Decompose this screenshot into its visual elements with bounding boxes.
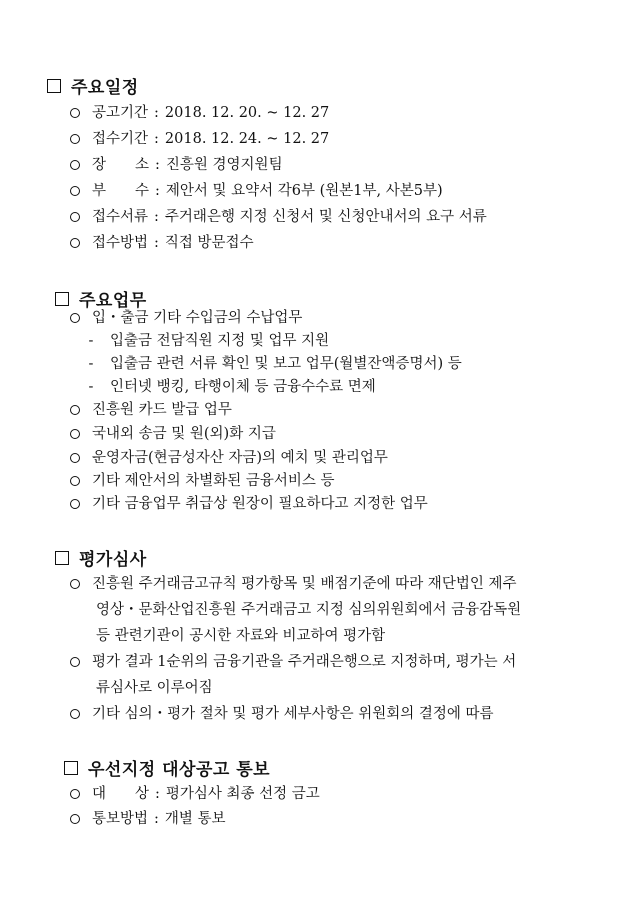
checkbox-square-icon — [64, 761, 78, 775]
evaluation-heading — [55, 545, 147, 570]
schedule-item: 부 수 : 제안서 및 요약서 각6부 (원본1부, 사본5부) — [70, 181, 443, 201]
task-subitem: - 입출금 관련 서류 확인 및 보고 업무(월별잔액증명서) 등 — [86, 354, 462, 374]
task-item: 진흥원 카드 발급 업무 — [70, 400, 232, 420]
evaluation-paragraph-continuation: 영상・문화산업진흥원 주거래금고 지정 심의위원회에서 금융감독원 — [96, 602, 522, 618]
task-item: 운영자금(현금성자산 자금)의 예치 및 관리업무 — [70, 448, 388, 468]
schedule-item: 접수서류 : 주거래은행 지정 신청서 및 신청안내서의 요구 서류 — [70, 207, 487, 227]
checkbox-square-icon — [55, 292, 69, 306]
task-subitem: - 입출금 전담직원 지정 및 업무 지원 — [86, 331, 329, 351]
circle-bullet-icon — [70, 212, 80, 222]
tasks-title: 주요업무 — [79, 291, 147, 311]
notice-item: 통보방법 : 개별 통보 — [70, 809, 226, 829]
circle-bullet-icon — [70, 186, 80, 196]
evaluation-paragraph: 평가 결과 1순위의 금융기관을 주거래은행으로 지정하며, 평가는 서 — [70, 652, 516, 672]
schedule-item: 접수방법 : 직접 방문접수 — [70, 233, 254, 253]
schedule-label: 접수기간 — [92, 131, 149, 147]
circle-bullet-icon — [70, 814, 80, 824]
schedule-label: 부 수 — [92, 183, 150, 199]
schedule-item: 공고기간 : 2018. 12. 20. ~ 12. 27 — [70, 103, 329, 123]
circle-bullet-icon — [70, 709, 80, 719]
schedule-value: 2018. 12. 24. ~ 12. 27 — [164, 131, 330, 147]
notice-label: 통보방법 — [92, 811, 149, 827]
schedule-heading — [47, 73, 139, 98]
circle-bullet-icon — [70, 108, 80, 118]
notice-value: 평가심사 최종 선정 금고 — [165, 786, 320, 802]
notice-title: 우선지정 대상공고 통보 — [88, 760, 271, 780]
evaluation-paragraph-continuation: 류심사로 이루어짐 — [96, 680, 213, 696]
circle-bullet-icon — [70, 405, 80, 415]
notice-item: 대 상 : 평가심사 최종 선정 금고 — [70, 784, 320, 804]
circle-bullet-icon — [70, 499, 80, 509]
evaluation-title: 평가심사 — [79, 550, 147, 570]
circle-bullet-icon — [70, 579, 80, 589]
dash-bullet: - — [88, 379, 94, 395]
schedule-label: 접수서류 — [92, 209, 149, 225]
dash-bullet: - — [88, 356, 94, 372]
task-item: 기타 제안서의 차별화된 금융서비스 등 — [70, 471, 335, 491]
circle-bullet-icon — [70, 238, 80, 248]
schedule-value: 직접 방문접수 — [164, 235, 254, 251]
schedule-value: 주거래은행 지정 신청서 및 신청안내서의 요구 서류 — [164, 209, 487, 225]
checkbox-square-icon — [55, 551, 69, 565]
evaluation-paragraph: 진흥원 주거래금고규칙 평가항목 및 배점기준에 따라 재단법인 제주 — [70, 574, 516, 594]
evaluation-paragraph-continuation: 등 관련기관이 공시한 자료와 비교하여 평가함 — [96, 628, 386, 644]
schedule-value: 2018. 12. 20. ~ 12. 27 — [164, 105, 330, 121]
task-item: 국내외 송금 및 원(외)화 지급 — [70, 424, 276, 444]
schedule-label: 접수방법 — [92, 235, 149, 251]
circle-bullet-icon — [70, 657, 80, 667]
circle-bullet-icon — [70, 313, 80, 323]
circle-bullet-icon — [70, 429, 80, 439]
schedule-value: 제안서 및 요약서 각6부 (원본1부, 사본5부) — [165, 183, 443, 199]
task-subitem: - 인터넷 뱅킹, 타행이체 등 금융수수료 면제 — [86, 377, 376, 397]
schedule-label: 공고기간 — [92, 105, 149, 121]
schedule-title: 주요일정 — [71, 78, 139, 98]
schedule-item: 장 소 : 진흥원 경영지원팀 — [70, 155, 283, 175]
notice-label: 대 상 — [92, 786, 150, 802]
schedule-label: 장 소 — [92, 157, 150, 173]
circle-bullet-icon — [70, 160, 80, 170]
schedule-value: 진흥원 경영지원팀 — [165, 157, 283, 173]
notice-value: 개별 통보 — [164, 811, 226, 827]
notice-heading — [64, 755, 270, 780]
circle-bullet-icon — [70, 789, 80, 799]
evaluation-paragraph: 기타 심의・평가 절차 및 평가 세부사항은 위원회의 결정에 따름 — [70, 704, 494, 724]
dash-bullet: - — [88, 333, 94, 349]
task-item: 기타 금융업무 취급상 원장이 필요하다고 지정한 업무 — [70, 494, 428, 514]
circle-bullet-icon — [70, 476, 80, 486]
circle-bullet-icon — [70, 134, 80, 144]
circle-bullet-icon — [70, 453, 80, 463]
task-item: 입・출금 기타 수입금의 수납업무 — [70, 308, 302, 328]
checkbox-square-icon — [47, 79, 61, 93]
schedule-item: 접수기간 : 2018. 12. 24. ~ 12. 27 — [70, 129, 329, 149]
